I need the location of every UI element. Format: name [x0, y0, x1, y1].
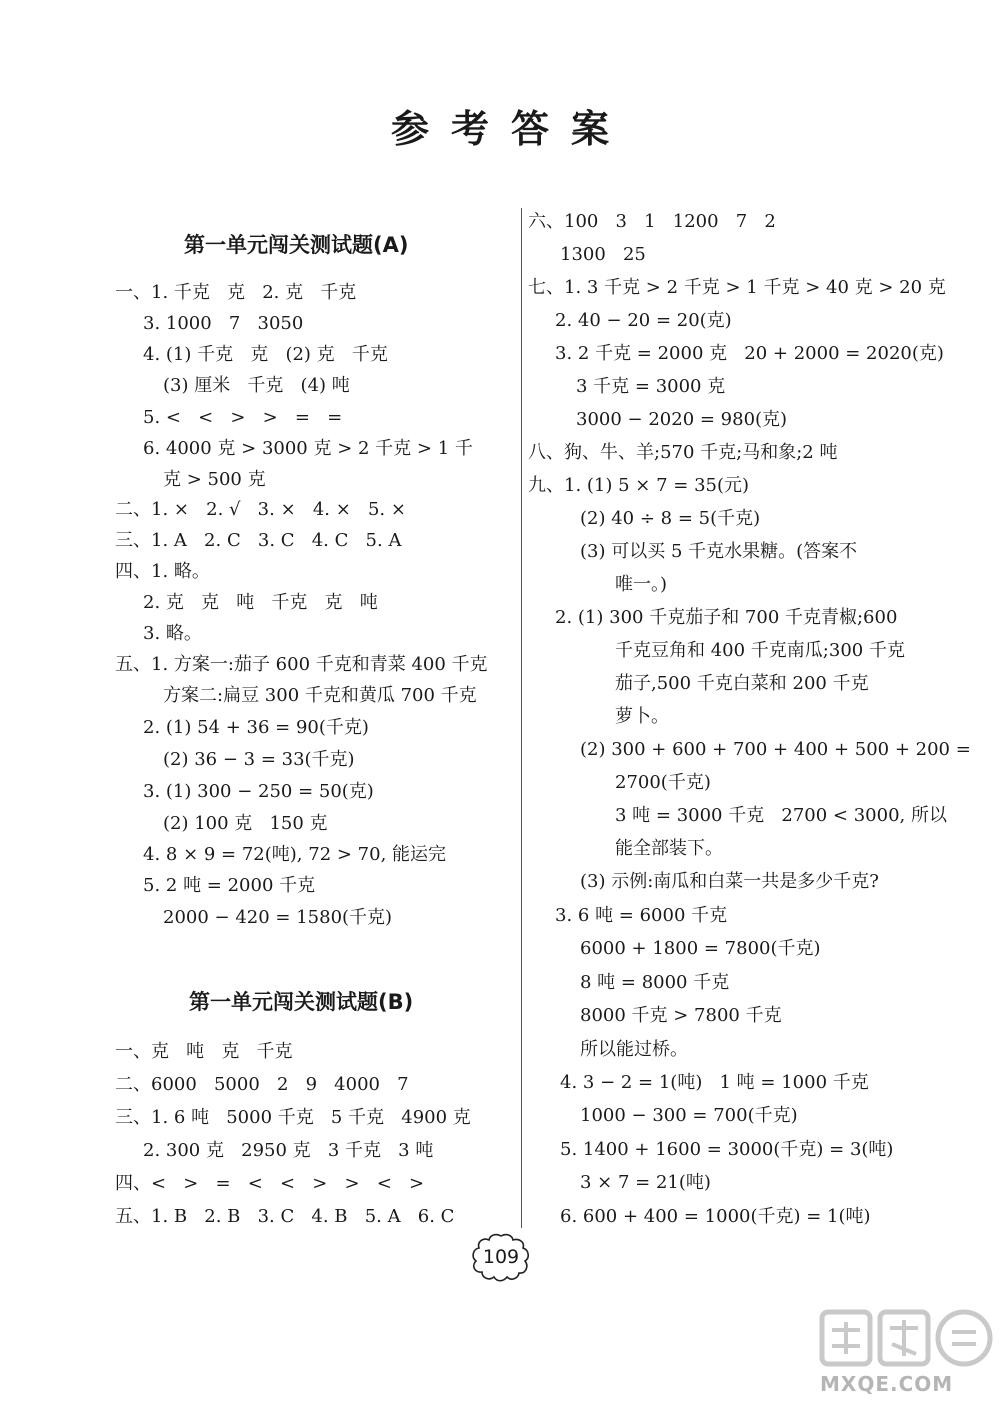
answer-line: (2) 36 − 3 = 33(千克)	[163, 749, 355, 770]
answer-line: (3) 可以买 5 千克水果糖。(答案不	[580, 541, 858, 562]
answer-line: (2) 100 克 150 克	[163, 813, 328, 834]
answer-line: 5. 2 吨 = 2000 千克	[143, 875, 316, 896]
column-divider	[521, 208, 522, 1228]
answer-line: 1000 − 300 = 700(千克)	[580, 1105, 798, 1126]
page-title: 参考答案	[390, 107, 631, 151]
answer-line: 2. 40 − 20 = 20(克)	[555, 310, 732, 331]
answer-line: 3. 6 吨 = 6000 千克	[555, 905, 728, 926]
answer-line: 二、6000 5000 2 9 4000 7	[115, 1074, 409, 1095]
answer-line: 2. 300 克 2950 克 3 千克 3 吨	[143, 1140, 434, 1161]
answer-line: 千克豆角和 400 千克南瓜;300 千克	[615, 640, 905, 661]
answer-line: 二、1. × 2. √ 3. × 4. × 5. ×	[115, 499, 406, 520]
answer-line: 6. 4000 克 > 3000 克 > 2 千克 > 1 千	[143, 438, 473, 459]
answer-line: 3 吨 = 3000 千克 2700 < 3000, 所以	[615, 805, 947, 826]
answer-line: 方案二:扁豆 300 千克和黄瓜 700 千克	[163, 685, 477, 706]
answer-line: 2. (1) 300 千克茄子和 700 千克青椒;600	[555, 607, 898, 628]
answer-line: 2000 − 420 = 1580(千克)	[163, 907, 393, 928]
answer-line: 8 吨 = 8000 千克	[580, 972, 730, 993]
answer-line: 3 千克 = 3000 克	[576, 376, 726, 397]
answer-line: 4. 3 − 2 = 1(吨) 1 吨 = 1000 千克	[560, 1072, 869, 1093]
answer-line: 茄子,500 千克白菜和 200 千克	[615, 673, 869, 694]
answer-line: (2) 40 ÷ 8 = 5(千克)	[580, 508, 761, 529]
answer-line: 所以能过桥。	[580, 1039, 688, 1060]
answer-line: 八、狗、牛、羊;570 千克;马和象;2 吨	[528, 442, 838, 463]
answer-line: 8000 千克 > 7800 千克	[580, 1005, 782, 1026]
answer-line: (3) 示例:南瓜和白菜一共是多少千克?	[580, 871, 879, 892]
answer-line: 3000 − 2020 = 980(克)	[576, 409, 788, 430]
answer-line: 五、1. 方案一:茄子 600 千克和青菜 400 千克	[115, 654, 488, 675]
answer-line: 3. 2 千克 = 2000 克 20 + 2000 = 2020(克)	[555, 343, 944, 364]
answer-line: 5. < < > > = =	[143, 407, 343, 428]
answer-line: 唯一。)	[615, 574, 668, 595]
answer-line: (2) 300 + 600 + 700 + 400 + 500 + 200 =	[580, 739, 971, 760]
answer-line: 五、1. B 2. B 3. C 4. B 5. A 6. C	[115, 1206, 455, 1227]
answer-line: 4. (1) 千克 克 (2) 克 千克	[143, 344, 388, 365]
answer-line: 七、1. 3 千克 > 2 千克 > 1 千克 > 40 克 > 20 克	[528, 277, 946, 298]
answer-line: (3) 厘米 千克 (4) 吨	[163, 375, 350, 396]
answer-circle-logo-icon	[818, 1298, 996, 1378]
answer-line: 能全部装下。	[615, 838, 723, 859]
answer-line: 4. 8 × 9 = 72(吨), 72 > 70, 能运完	[143, 844, 447, 865]
answer-line: 克 > 500 克	[163, 469, 266, 490]
answer-line: 3. 略。	[143, 623, 202, 644]
answer-line: 四、< > = < < > > < >	[115, 1173, 425, 1194]
answer-line: 四、1. 略。	[115, 561, 210, 582]
watermark-site: MXQE.COM	[820, 1372, 954, 1396]
answer-line: 6. 600 + 400 = 1000(千克) = 1(吨)	[560, 1206, 871, 1227]
answer-line: 6000 + 1800 = 7800(千克)	[580, 938, 821, 959]
answer-line: 九、1. (1) 5 × 7 = 35(元)	[528, 475, 750, 496]
answer-line: 2. (1) 54 + 36 = 90(千克)	[143, 717, 369, 738]
answer-line: 三、1. A 2. C 3. C 4. C 5. A	[115, 530, 402, 551]
answer-line: 2. 克 克 吨 千克 克 吨	[143, 592, 378, 613]
page-number: 109	[482, 1246, 520, 1268]
answer-line: 萝卜。	[615, 706, 669, 727]
section-b-title: 第一单元闯关测试题(B)	[189, 990, 414, 1014]
answer-line: 一、克 吨 克 千克	[115, 1041, 293, 1062]
answer-line: 一、1. 千克 克 2. 克 千克	[115, 282, 357, 303]
section-a-title: 第一单元闯关测试题(A)	[184, 233, 409, 257]
answer-line: 1300 25	[560, 244, 646, 265]
answer-line: 三、1. 6 吨 5000 千克 5 千克 4900 克	[115, 1107, 471, 1128]
answer-line: 5. 1400 + 1600 = 3000(千克) = 3(吨)	[560, 1139, 894, 1160]
answer-line: 2700(千克)	[615, 772, 711, 793]
page-number-badge	[470, 1232, 532, 1282]
answer-line: 3. 1000 7 3050	[143, 313, 304, 334]
answer-line: 3 × 7 = 21(吨)	[580, 1172, 711, 1193]
answer-line: 3. (1) 300 − 250 = 50(克)	[143, 781, 374, 802]
answer-line: 六、100 3 1 1200 7 2	[528, 211, 776, 232]
